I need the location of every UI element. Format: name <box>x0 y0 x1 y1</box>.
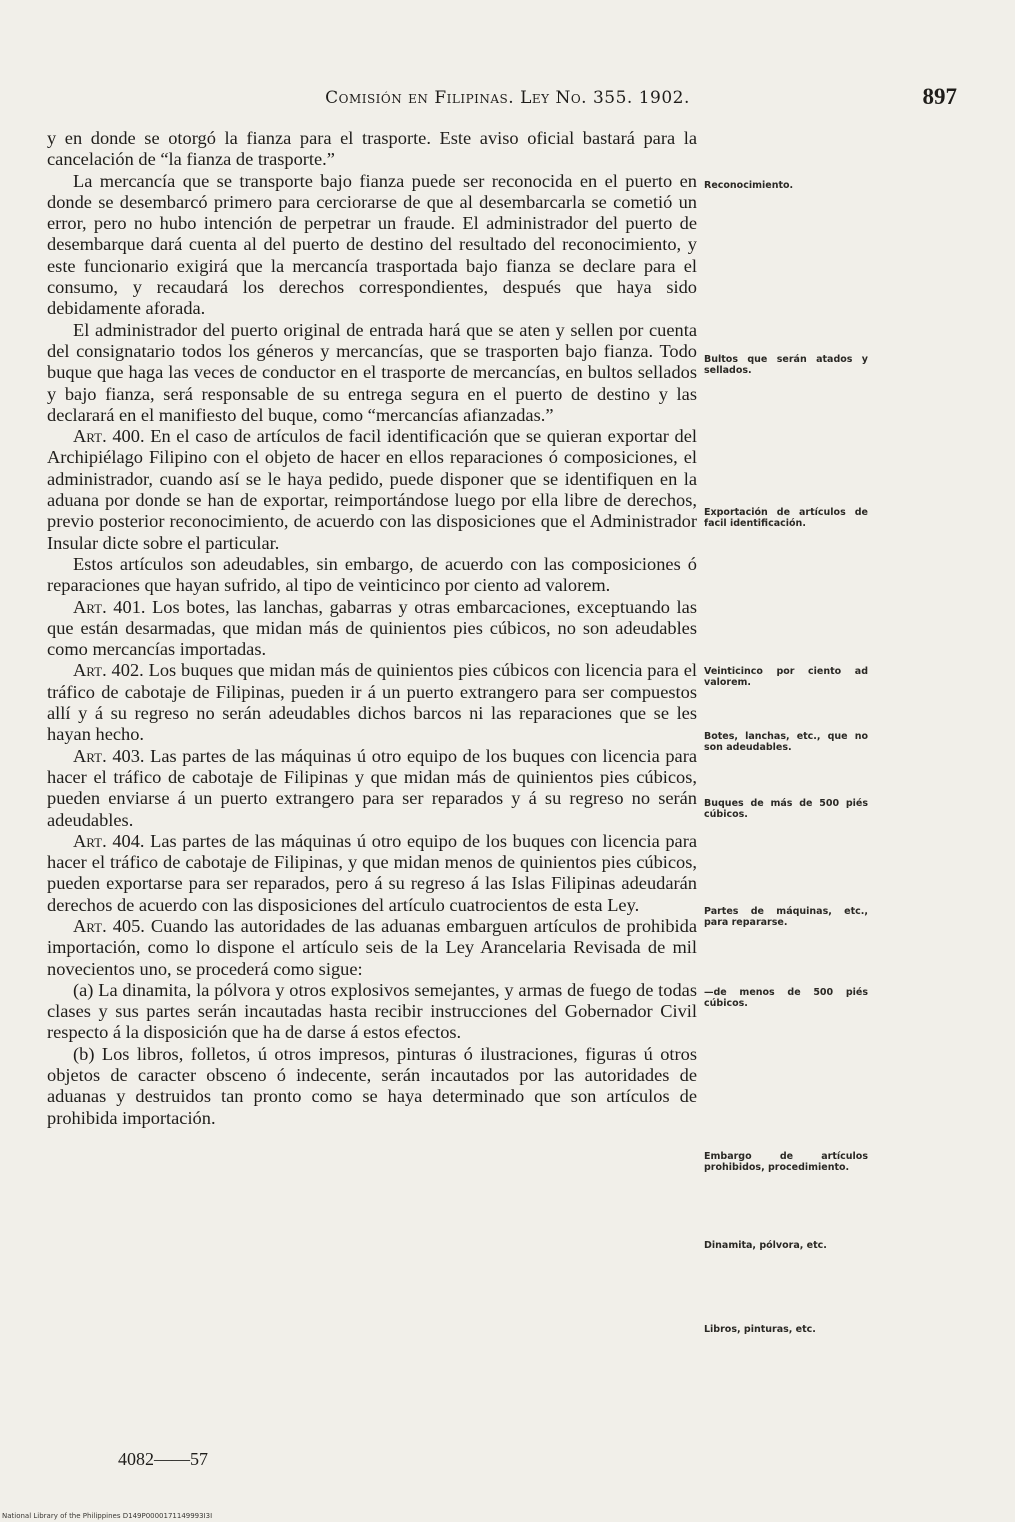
article-number: Art. 401. <box>73 596 146 617</box>
article-text: Los buques que midan más de quinientos pies cúbicos con licencia para el tráfico de cabotaje de Filipinas, pueden ir á un puerto extrangero para ser compuestos allí y á su regreso no serán adeudables dichos barcos ni las reparaciones que se les hayan hecho. <box>47 660 698 745</box>
margin-note-libros: Libros, pinturas, etc. <box>704 1324 816 1335</box>
margin-note-dinamita: Dinamita, pólvora, etc. <box>704 1240 827 1251</box>
paragraph: La mercancía que se transporte bajo fianza puede ser reconocida en el puerto en donde se desembarcó primero para cerciorarse de que al desembarcarla se cometió un error, pero no hubo intención de perpetrar un fraude. El administrador del puerto de desembarque dará cuenta al del puerto de destino del resultado del reconocimiento, y este funcionario exigirá que la mercancía trasportada bajo fianza se declare para el consumo, y recaudará los derechos correspondientes, después que haya sido debidamente aforada. <box>47 170 697 319</box>
margin-note-embargo: Embargo de artículos prohibidos, procedimiento. <box>704 1151 868 1173</box>
paragraph-art-400 <box>47 426 697 554</box>
margin-note-reconocimiento: Reconocimiento. <box>704 180 794 191</box>
article-text: Las partes de las máquinas ú otro equipo de los buques con licencia para hacer el tráfico de cabotaje de Filipinas, y que midan menos de quinientos pies cúbicos, pueden exportarse para ser reparados, pero á su regreso á las Islas Filipinas adeudarán derechos de acuerdo con las disposiciones del artículo cuatrocientos de esta Ley. <box>47 830 697 915</box>
article-text: Las partes de las máquinas ú otro equipo de los buques con licencia para hacer el tráfico de cabotaje de Filipinas y que midan más de quinientos pies cúbicos, pueden enviarse á un puerto extrangero para ser reparados y á su regreso no serán adeudables. <box>47 745 697 830</box>
paragraph: Estos artículos son adeudables, sin embargo, de acuerdo con las composiciones ó reparaciones que hayan sufrido, al tipo de veinticinco por ciento ad valorem. <box>47 553 697 596</box>
scan-footer: National Library of the Philippines D149P0000171149993I3I <box>2 1512 213 1520</box>
paragraph-art-401 <box>47 597 697 661</box>
paragraph: y en donde se otorgó la fianza para el trasporte. Este aviso oficial bastará para la cancelación de “la fianza de trasporte.” <box>47 128 697 170</box>
article-number: Art. 404. <box>73 830 145 851</box>
paragraph-art-402 <box>47 660 697 745</box>
paragraph-clause-b: (b) Los libros, folletos, ú otros impresos, pinturas ó ilustraciones, figuras ú otros objetos de caracter obsceno ó indecente, serán incautados por las autoridades de aduanas y destruidos tan pronto como se haya determinado que son artículos de prohibida importación. <box>47 1043 697 1128</box>
article-number: Art. 403. <box>73 745 145 766</box>
paragraph-art-403 <box>47 746 697 831</box>
paragraph-art-405 <box>47 916 697 980</box>
article-number: Art. 405. <box>73 915 145 936</box>
paragraph-clause-a: (a) La dinamita, la pólvora y otros explosivos semejantes, y armas de fuego de todas clases y sus partes serán incautadas hasta recibir instrucciones del Gobernador Civil respecto á la disposición que ha de darse á estos efectos. <box>47 979 697 1043</box>
page-header <box>0 84 1015 118</box>
article-text: Los botes, las lanchas, gabarras y otras embarcaciones, exceptuando las que están desarmadas, que midan más de quinientos pies cúbicos, no son adeudables como mercancías importadas. <box>47 596 697 660</box>
margin-note-bultos: Bultos que serán atados y sellados. <box>704 354 868 376</box>
margin-note-menos-500: —de menos de 500 piés cúbicos. <box>704 987 868 1009</box>
paragraph-art-404 <box>47 831 697 916</box>
signature-mark: 4082——57 <box>118 1449 208 1469</box>
article-text: En el caso de artículos de facil identificación que se quieran exportar del Archipiélago Filipino con el objeto de hacer en ellos reparaciones ó composiciones, el administrador, cuando así se le haya pedido, puede disponer que se identifiquen en la aduana por donde se han de exportar, reimportándose luego por ella libre de derechos, previo posterior reconocimiento, de acuerdo con las disposiciones que el Administrador Insular dicte sobre el particular. <box>47 426 698 553</box>
margin-note-exportacion: Exportación de artículos de facil identificación. <box>704 507 868 529</box>
page-number: 897 <box>922 84 957 109</box>
margin-note-botes: Botes, lanchas, etc., que no son adeudables. <box>704 731 868 753</box>
main-text <box>47 128 697 1129</box>
margin-note-veinticinco: Veinticinco por ciento ad valorem. <box>704 666 868 688</box>
margin-note-buques: Buques de más de 500 piés cúbicos. <box>704 798 868 820</box>
running-head: Comisión en Filipinas. Ley No. 355. 1902. <box>325 88 690 108</box>
article-number: Art. 402. <box>73 660 144 681</box>
paragraph: El administrador del puerto original de entrada hará que se aten y sellen por cuenta del consignatario todos los géneros y mercancías, que se trasporten bajo fianza. Todo buque que haga las veces de conductor en el trasporte de mercancías, en bultos sellados y bajo fianza, será responsable de su entrega segura en el puerto de destino y las declarará en el manifiesto del buque, como “mercancías afianzadas.” <box>47 319 697 425</box>
article-text: Cuando las autoridades de las aduanas embarguen artículos de prohibida importación, como lo dispone el artículo seis de la Ley Arancelaria Revisada de mil novecientos uno, se procederá como sigue: <box>47 915 697 979</box>
article-number: Art. 400. <box>73 426 145 447</box>
margin-note-partes: Partes de máquinas, etc., para repararse. <box>704 906 868 928</box>
